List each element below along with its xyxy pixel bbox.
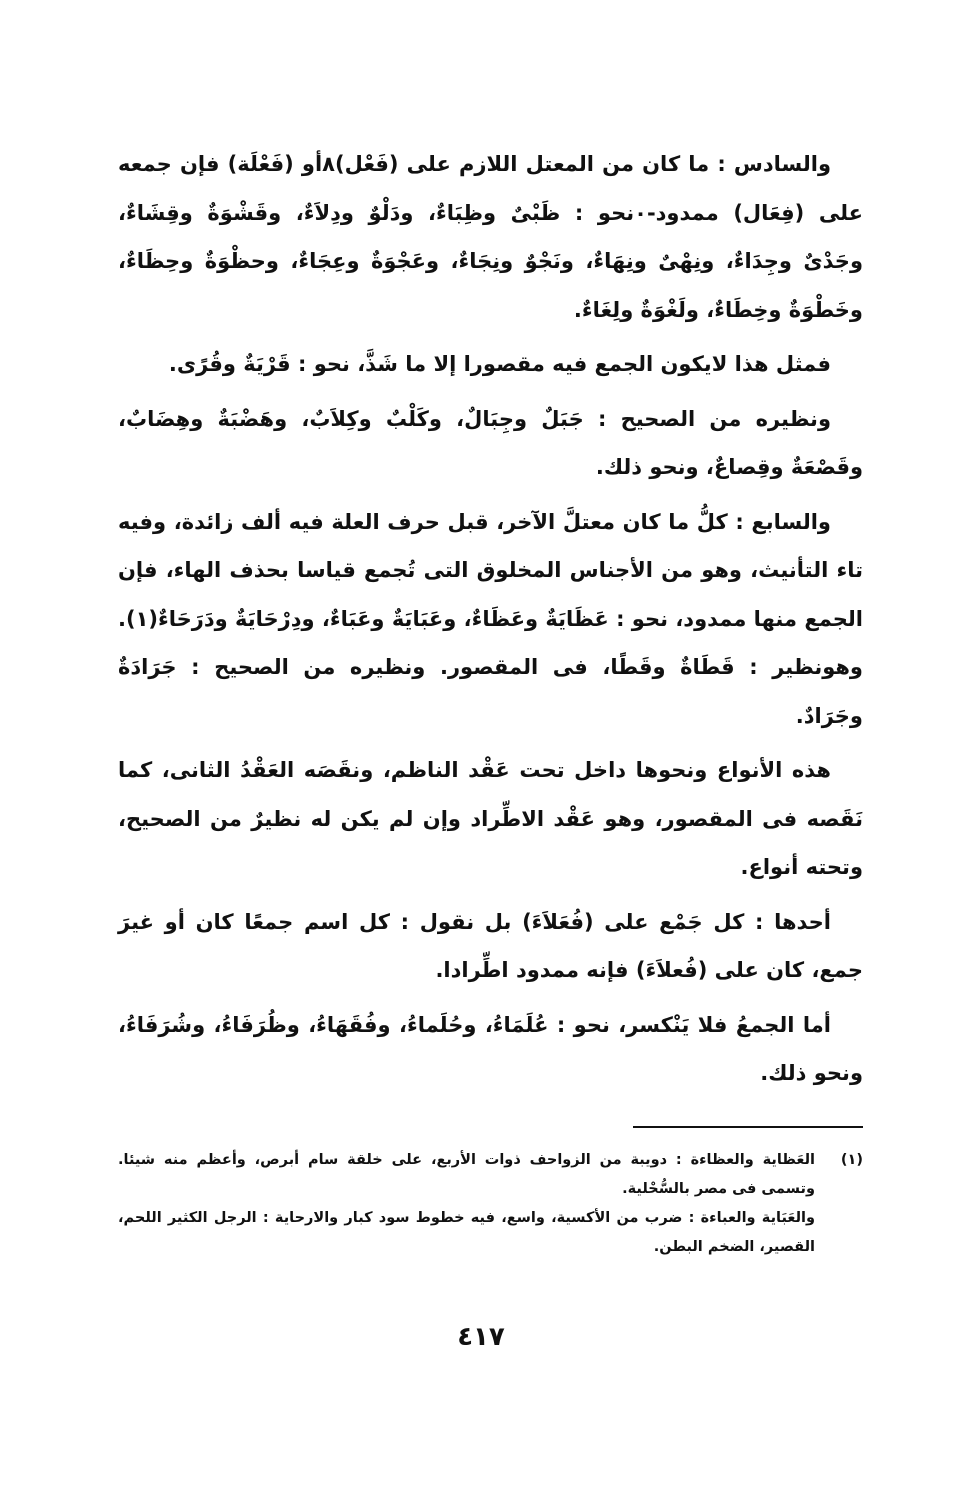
page-number: ٤١٧ [457,1322,505,1352]
page-content [118,140,863,1262]
footnotes [118,1146,863,1262]
footnote [118,1146,863,1262]
footnote-divider [633,1126,863,1128]
paragraph: أحدها : كل جَمْع على (فُعَلاَءَ) بل نقول : كل اسم جمعًا كان أو غيرَ جمع، كان على (فُعلاَءَ) فإنه ممدود اطِّرادا. [118,909,863,982]
footnote-line: العَظاية والعظاءة : دويبة من الزواحف ذوات الأربع، على خلقة سام أبرص، وأعظم منه شيئا. وتسمى فى مصر بالسُّحْلية. [118,1151,815,1197]
paragraph: أما الجمعُ فلا يَنْكسر، نحو : عُلَمَاءُ، وحُلَماءُ، وفُقَهَاءُ، وظُرَفَاءُ، وشُرَفَاءُ، ونحو ذلك. [118,1012,863,1085]
main-text [118,140,863,1098]
paragraph: هذه الأنواع ونحوها داخل تحت عَقْد الناظم، ونقَصَه العَقْدُ الثانى، كما نَقَصه فى المقصور، وهو عَقْد الاطِّراد وإن لم يكن له نظيرٌ من الصحيح، وتحته أنواع. [118,758,863,879]
paragraph: والسادس : ما كان من المعتل اللازم على (فَعْل)٨أو (فَعْلَة) فإن جمعه على (فِعَال) ممدود-٠نحو : ظَبْىٌ وظِبَاءٌ، ودَلْوٌ ودِلاَءٌ، وقَشْوَةٌ وقِشَاءٌ، وجَدْىٌ وجِدَاءٌ، ونِهْىٌ ونِهَاءٌ، ونَجْوٌ ونِجَاءٌ، وعَجْوَةٌ وعِجَاءٌ، وحظْوَةٌ وحِظَاءٌ، وخَطْوَةٌ وخِطَاءٌ، ولَغْوَةٌ ولِغَاءٌ. [118,152,864,322]
paragraph: فمثل هذا لايكون الجمع فيه مقصورا إلا ما شَذَّ، نحو : قَرْيَةٌ وقُرًى. [168,352,831,376]
paragraph: ونظيره من الصحيح : جَبَلٌ وجِبَالٌ، وكَلْبٌ وكِلاَبٌ، وهَضْبَةٌ وهِضَابٌ، وقَصْعَةٌ وقِصاعٌ، ونحو ذلك. [118,406,863,479]
footnote-line: والعَبَاية والعباءة : ضرب من الأكسية، واسع، فيه خطوط سود كبار والارحاية : الرجل الكثير اللحم، القصير، الضخم البطن. [118,1209,815,1255]
paragraph: والسابع : كلُّ ما كان معتلَّ الآخر، قبل حرف العلة فيه ألف زائدة، وفيه تاء التأنيث، وهو من الأجناس المخلوق التى تُجمع قياسا بحذف الهاء، فإن الجمع منها ممدود، نحو : عَظَايَةٌ وعَظَاءٌ، وعَبَايَةٌ وعَبَاءٌ، ودِرْحَايَةٌ ودَرَحَاءٌ(١). وهونظير : قَطَاةٌ وقَطًا، فى المقصور. ونظيره من الصحيح : جَرَادَةٌ وجَرَادٌ. [118,509,863,728]
footnote-body [118,1146,815,1262]
footnote-marker: (١) [840,1151,863,1168]
